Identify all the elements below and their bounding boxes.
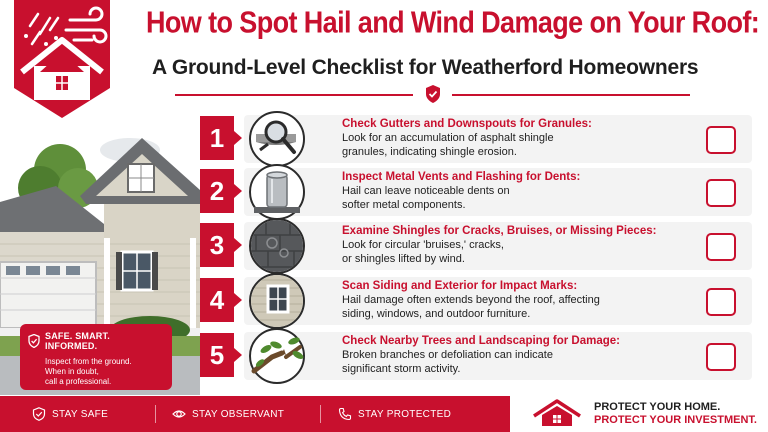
- safety-tip-line: call a professional.: [45, 377, 112, 386]
- item-number: 3: [209, 230, 225, 260]
- item-heading: Scan Siding and Exterior for Impact Marks:: [342, 280, 578, 292]
- item-heading: Check Nearby Trees and Landscaping for Damage:: [342, 335, 621, 347]
- item-description: or shingles lifted by wind.: [342, 253, 465, 265]
- checklist-item: [200, 276, 752, 326]
- page-subtitle: A Ground-Level Checklist for Weatherford Homeowners: [152, 56, 699, 79]
- protect-line-1: PROTECT YOUR HOME.: [594, 401, 721, 413]
- phone-icon: [338, 407, 352, 421]
- item-description: Broken branches or defoliation can indicate: [342, 349, 553, 361]
- eye-icon: [172, 407, 186, 421]
- page-title: How to Spot Hail and Wind Damage on Your Roof:: [146, 5, 760, 40]
- item-description: Look for circular 'bruises,' cracks,: [342, 239, 504, 251]
- item-heading: Inspect Metal Vents and Flashing for Dents:: [342, 171, 581, 183]
- footer-separator: [320, 405, 321, 423]
- item-description: granules, indicating shingle erosion.: [342, 146, 517, 158]
- protect-line-2: PROTECT YOUR INVESTMENT.: [594, 414, 757, 426]
- item-description: significant storm activity.: [342, 363, 461, 375]
- footer-label: STAY PROTECTED: [358, 408, 452, 420]
- safety-tip-box: [20, 324, 172, 390]
- item-heading: Check Gutters and Downspouts for Granules:: [342, 118, 592, 130]
- shield-check-icon: [32, 407, 46, 421]
- footer-label: STAY OBSERVANT: [192, 408, 285, 420]
- title-divider-left: [175, 94, 413, 96]
- safety-tip-line: Inspect from the ground.: [45, 357, 132, 366]
- siding-window-icon: [246, 272, 308, 330]
- footer-separator: [155, 405, 156, 423]
- magnifying-glass-gutter-icon: [246, 110, 308, 168]
- item-description: Look for an accumulation of asphalt shingle: [342, 132, 554, 144]
- item-description: Hail damage often extends beyond the roof, affecting: [342, 294, 600, 306]
- broken-branch-icon: [246, 327, 308, 385]
- item-description: softer metal components.: [342, 199, 466, 211]
- checklist-item: [200, 221, 752, 271]
- footer-item-stay-safe: [32, 396, 108, 432]
- damaged-shingles-icon: [246, 217, 308, 275]
- item-number: 4: [209, 285, 225, 315]
- checkbox-item-4[interactable]: [706, 288, 736, 316]
- checkbox-item-2[interactable]: [706, 179, 736, 207]
- item-description: siding, windows, and outdoor furniture.: [342, 308, 531, 320]
- checkbox-item-5[interactable]: [706, 343, 736, 371]
- checkbox-item-1[interactable]: [706, 126, 736, 154]
- footer-item-stay-observant: [172, 396, 284, 432]
- item-number: 5: [209, 340, 225, 370]
- house-logo-icon: [530, 398, 584, 428]
- checklist-item: [200, 114, 752, 164]
- footer-item-stay-protected: [338, 396, 451, 432]
- checklist-item: [200, 167, 752, 217]
- checklist-item: [200, 331, 752, 381]
- checkbox-item-3[interactable]: [706, 233, 736, 261]
- protect-banner: [510, 396, 768, 432]
- item-number: 1: [209, 123, 225, 153]
- shield-check-icon: [28, 334, 40, 348]
- safety-tip-title: SAFE. SMART. INFORMED.: [45, 331, 110, 351]
- brand-logo: [0, 0, 120, 120]
- safety-tip-line: When in doubt,: [45, 367, 99, 376]
- item-description: Hail can leave noticeable dents on: [342, 185, 510, 197]
- footer-bar: [0, 396, 768, 432]
- shield-check-icon: [424, 84, 442, 104]
- footer-label: STAY SAFE: [52, 408, 109, 420]
- roof-vent-icon: [246, 163, 308, 221]
- item-heading: Examine Shingles for Cracks, Bruises, or Missing Pieces:: [342, 225, 657, 237]
- title-divider-right: [452, 94, 690, 96]
- item-number: 2: [209, 176, 225, 206]
